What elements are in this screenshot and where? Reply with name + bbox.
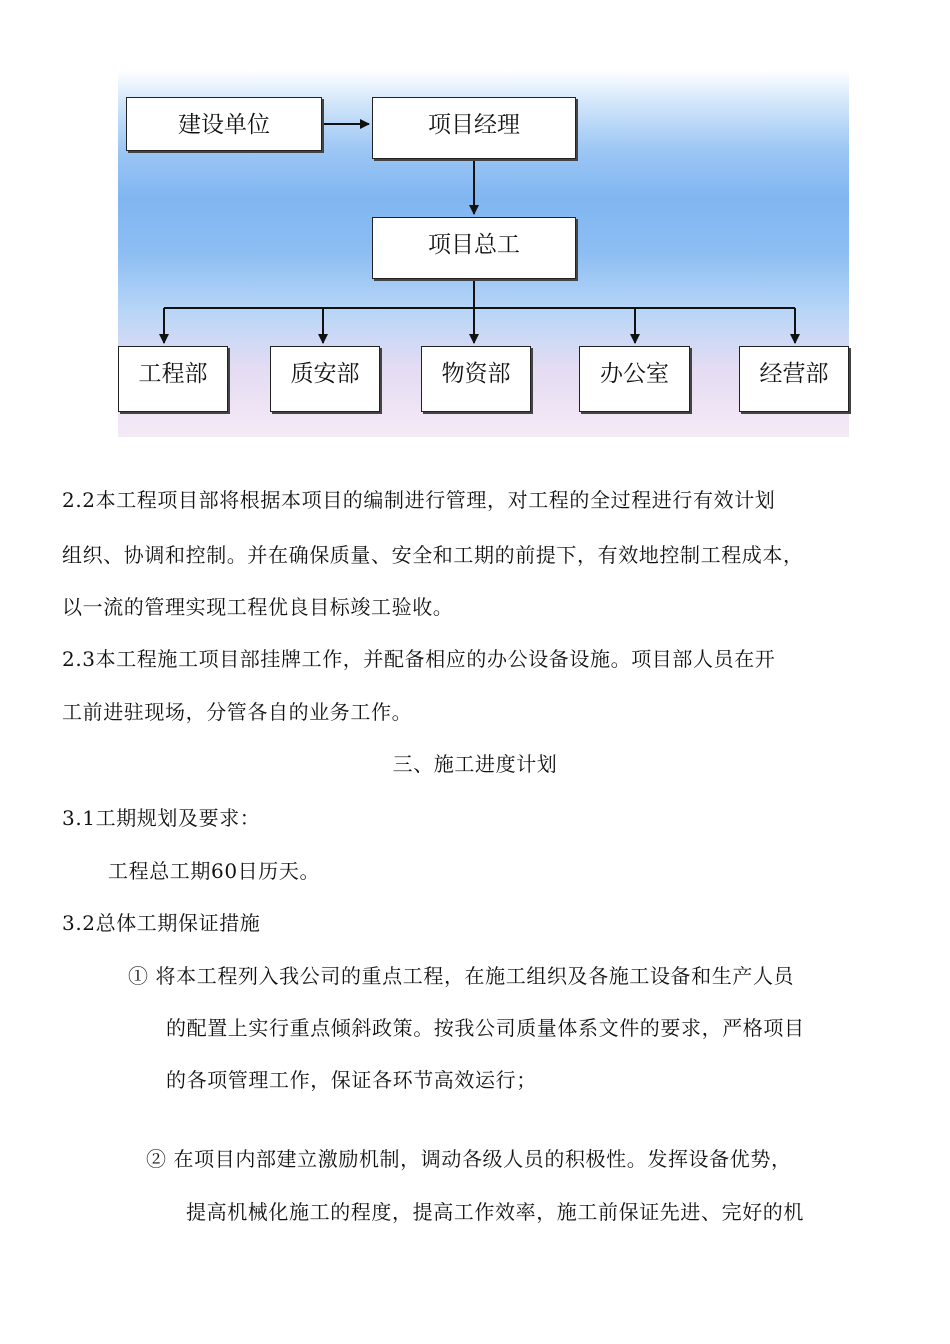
box-project-manager-label: 项目经理 xyxy=(428,112,520,138)
dept-label: 经营部 xyxy=(759,361,829,387)
box-dept-operations xyxy=(739,346,849,412)
box-client-label: 建设单位 xyxy=(178,112,270,138)
box-dept-office xyxy=(579,346,690,412)
heading-3-1: 3.1工期规划及要求： xyxy=(62,806,261,830)
list-item-1-line-3: 的各项管理工作，保证各环节高效运行； xyxy=(166,1068,537,1092)
org-chart xyxy=(118,70,849,437)
paragraph-2-2-line-2: 组织、协调和控制。并在确保质量、安全和工期的前提下，有效地控制工程成本， xyxy=(62,543,804,567)
box-project-manager xyxy=(372,97,576,159)
heading-3-2: 3.2总体工期保证措施 xyxy=(62,911,261,935)
paragraph-3-1-body: 工程总工期60日历天。 xyxy=(108,859,321,883)
paragraph-2-2-line-1: 2.2本工程项目部将根据本项目的编制进行管理，对工程的全过程进行有效计划 xyxy=(62,488,776,512)
box-chief-engineer xyxy=(372,217,576,279)
box-dept-engineering xyxy=(118,346,228,412)
box-dept-quality-safety xyxy=(270,346,380,412)
section-title: 三、施工进度计划 xyxy=(392,752,558,776)
dept-label: 物资部 xyxy=(441,361,511,387)
dept-label: 办公室 xyxy=(600,361,669,387)
box-dept-materials xyxy=(421,346,531,412)
list-item-2-line-2: 提高机械化施工的程度，提高工作效率，施工前保证先进、完好的机 xyxy=(186,1200,804,1224)
list-item-2-line-1: ② 在项目内部建立激励机制，调动各级人员的积极性。发挥设备优势， xyxy=(146,1147,792,1171)
box-client xyxy=(126,97,322,151)
list-item-1-line-2: 的配置上实行重点倾斜政策。按我公司质量体系文件的要求，严格项目 xyxy=(166,1016,805,1040)
dept-label: 质安部 xyxy=(290,361,360,387)
box-chief-engineer-label: 项目总工 xyxy=(428,232,520,258)
paragraph-2-3-line-1: 2.3本工程施工项目部挂牌工作，并配备相应的办公设备设施。项目部人员在开 xyxy=(62,647,776,671)
paragraph-2-3-line-2: 工前进驻现场，分管各自的业务工作。 xyxy=(62,700,413,724)
dept-label: 工程部 xyxy=(138,361,208,387)
paragraph-2-2-line-3: 以一流的管理实现工程优良目标竣工验收。 xyxy=(62,595,454,619)
list-item-1-line-1: ① 将本工程列入我公司的重点工程，在施工组织及各施工设备和生产人员 xyxy=(128,964,795,988)
